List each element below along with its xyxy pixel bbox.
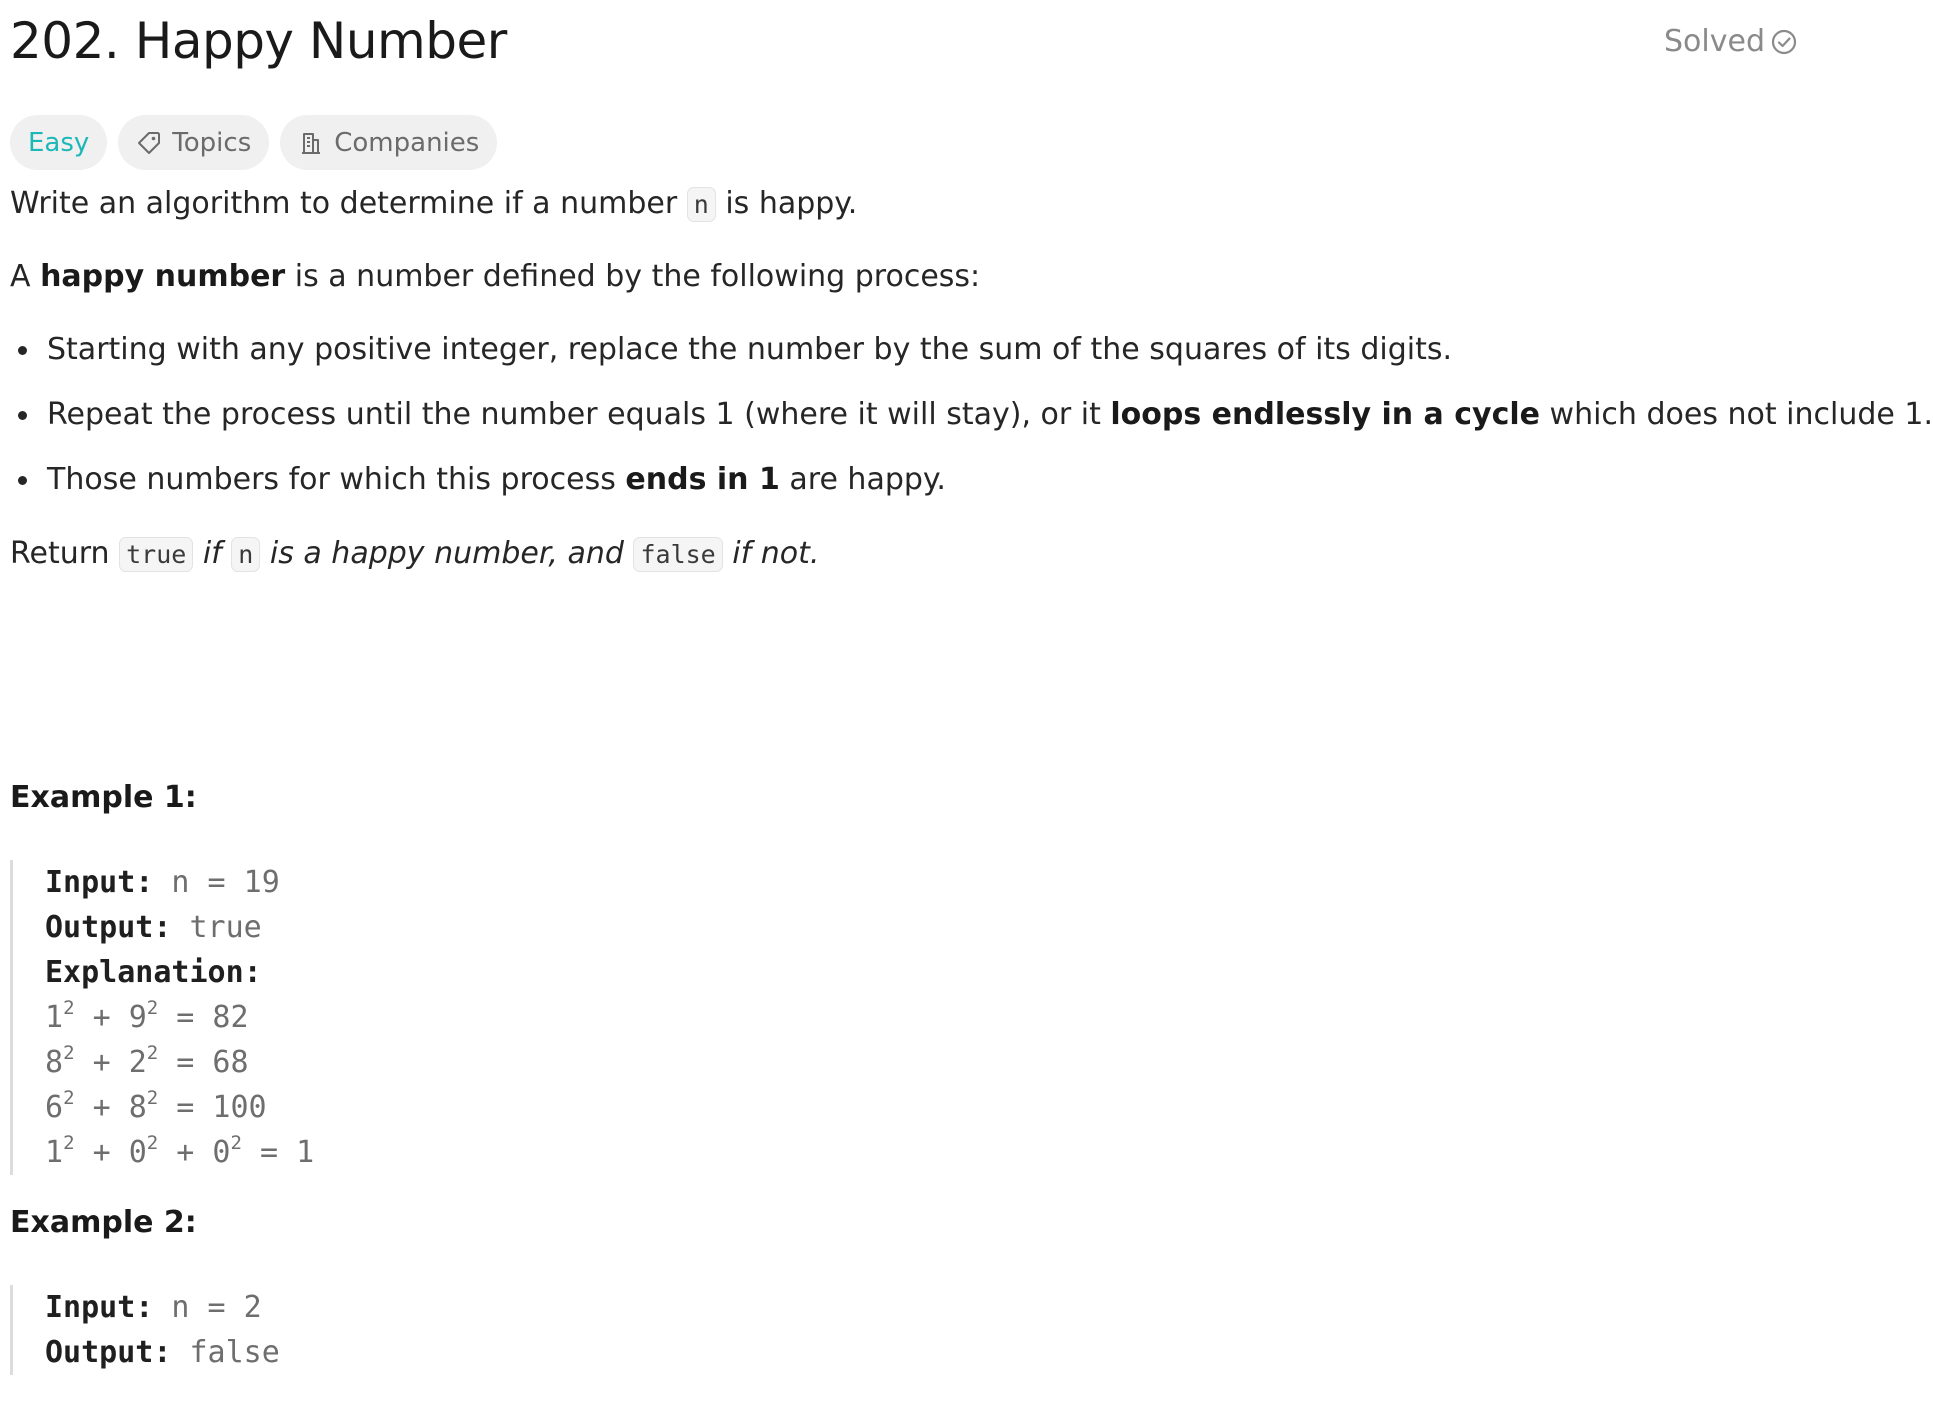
tag-bar — [10, 115, 497, 170]
difficulty-tag[interactable] — [10, 115, 107, 170]
term-result: 1 — [296, 1135, 315, 1170]
output-label: Output: — [45, 910, 172, 945]
bold-term: happy number — [40, 259, 286, 294]
term-exponent: 2 — [230, 1132, 242, 1154]
problem-title: 202. Happy Number — [10, 12, 507, 70]
bullet-dot — [18, 346, 27, 355]
term-exponent: 2 — [63, 1042, 75, 1064]
solved-label: Solved — [1664, 24, 1765, 59]
tag-icon — [136, 130, 162, 156]
input-value: n = 2 — [153, 1290, 262, 1325]
input-value: n = 19 — [153, 865, 280, 900]
term-exponent: 2 — [146, 1132, 159, 1154]
inline-code-false: false — [633, 537, 722, 572]
term-base: 9 — [128, 1000, 147, 1035]
example-line — [45, 905, 314, 950]
term-base: 8 — [45, 1045, 64, 1080]
inline-code-true: true — [119, 537, 193, 572]
example-1-block — [10, 860, 314, 1175]
explanation-line: $1^2 + 9^2 = 82$ — [45, 997, 249, 1035]
list-item-text — [47, 458, 946, 502]
term-exponent: 2 — [146, 997, 159, 1019]
input-label: Input: — [45, 865, 154, 900]
solved-status — [1664, 24, 1797, 59]
topics-label: Topics — [172, 127, 252, 158]
term-exponent: 2 — [146, 1042, 159, 1064]
term-exponent: 2 — [63, 1087, 75, 1109]
text: Write an algorithm to determine if a number — [10, 186, 687, 221]
explanation-line: $8^2 + 2^2 = 68$ — [45, 1042, 249, 1080]
bold-term: loops endlessly in a cycle — [1110, 397, 1540, 432]
output-value: false — [171, 1335, 280, 1370]
italic-text: if — [193, 536, 232, 571]
companies-tag[interactable] — [280, 115, 497, 170]
text: Those numbers for which this process — [47, 462, 626, 497]
text: are happy. — [779, 462, 946, 497]
example-line — [45, 1330, 280, 1375]
output-value: true — [171, 910, 262, 945]
term-base: 1 — [45, 1135, 64, 1170]
bullet-dot — [18, 411, 27, 420]
list-item-text — [47, 393, 1933, 437]
text: is happy. — [715, 186, 858, 221]
example-line — [45, 950, 314, 995]
italic-text: if not. — [722, 536, 820, 571]
inline-code-n: n — [231, 537, 260, 572]
example-line — [45, 1285, 280, 1330]
text: which does not include 1. — [1540, 397, 1933, 432]
input-label: Input: — [45, 1290, 154, 1325]
description-paragraph-2 — [10, 255, 980, 299]
text: is a number defined by the following process: — [285, 259, 981, 294]
text: Repeat the process until the number equals 1 (where it will stay), or it — [47, 397, 1111, 432]
bold-term: ends in 1 — [625, 462, 780, 497]
term-base: 0 — [128, 1135, 147, 1170]
term-base: 2 — [128, 1045, 147, 1080]
output-label: Output: — [45, 1335, 172, 1370]
explanation-line: $1^2 + 0^2 + 0^2 = 1$ — [45, 1132, 315, 1170]
companies-label: Companies — [334, 127, 480, 158]
term-exponent: 2 — [63, 997, 75, 1019]
explanation-lines — [45, 995, 314, 1175]
title-row — [10, 8, 1797, 72]
check-circle-icon — [1771, 29, 1797, 55]
example-2-block — [10, 1285, 280, 1375]
term-base: 1 — [45, 1000, 64, 1035]
term-exponent: 2 — [146, 1087, 159, 1109]
term-result: 68 — [212, 1045, 249, 1080]
term-base: 6 — [45, 1090, 64, 1125]
example-1-title: Example 1: — [10, 780, 197, 815]
text: A — [10, 259, 41, 294]
description-paragraph-1 — [10, 182, 857, 226]
italic-text: is a happy number, and — [260, 536, 634, 571]
term-exponent: 2 — [63, 1132, 75, 1154]
term-base: 0 — [212, 1135, 231, 1170]
difficulty-label: Easy — [28, 127, 90, 158]
example-2-title: Example 2: — [10, 1205, 197, 1240]
example-line — [45, 860, 314, 905]
term-result: 100 — [212, 1090, 267, 1125]
building-icon — [298, 130, 324, 156]
inline-code-n: n — [687, 187, 716, 222]
explanation-label: Explanation: — [45, 955, 262, 990]
text: Return — [10, 536, 120, 571]
list-item-text: Starting with any positive integer, replace the number by the sum of the squares of its digits. — [47, 332, 1453, 367]
bullet-dot — [18, 476, 27, 485]
description-paragraph-3 — [10, 532, 819, 576]
topics-tag[interactable] — [118, 115, 269, 170]
term-base: 8 — [128, 1090, 147, 1125]
term-result: 82 — [212, 1000, 249, 1035]
explanation-line: $6^2 + 8^2 = 100$ — [45, 1087, 267, 1125]
